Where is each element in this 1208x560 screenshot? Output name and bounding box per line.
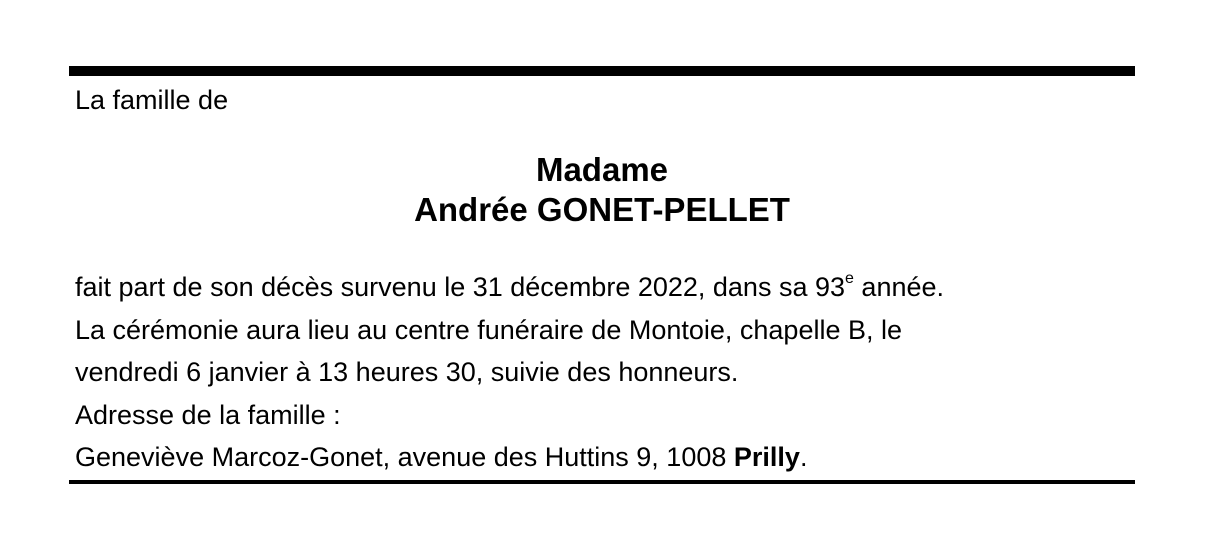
death-announcement-end: année. xyxy=(853,272,945,302)
notice-body xyxy=(75,266,944,479)
deceased-full-name: Andrée GONET-PELLET xyxy=(414,191,790,228)
family-address-end: . xyxy=(799,442,808,472)
family-address-line xyxy=(75,436,944,479)
death-announcement-text: fait part de son décès survenu le 31 décembre 2022, dans sa 93 xyxy=(75,272,846,302)
ceremony-date-line: vendredi 6 janvier à 13 heures 30, suivie des honneurs. xyxy=(75,357,739,387)
ceremony-line: La cérémonie aura lieu au centre funéraire de Montoie, chapelle B, le xyxy=(75,314,903,345)
ordinal-suffix: e xyxy=(845,270,854,287)
intro-text: La famille de xyxy=(75,85,229,115)
death-announcement-line xyxy=(75,266,944,309)
bottom-rule xyxy=(69,480,1135,484)
family-address-label: Adresse de la famille : xyxy=(75,399,341,430)
family-address-city: Prilly xyxy=(733,442,800,472)
honorific: Madame xyxy=(535,151,669,188)
deceased-name-block xyxy=(69,150,1135,230)
top-rule xyxy=(69,66,1135,76)
family-address-text: Geneviève Marcoz-Gonet, avenue des Huttins 9, 1008 xyxy=(75,442,734,472)
